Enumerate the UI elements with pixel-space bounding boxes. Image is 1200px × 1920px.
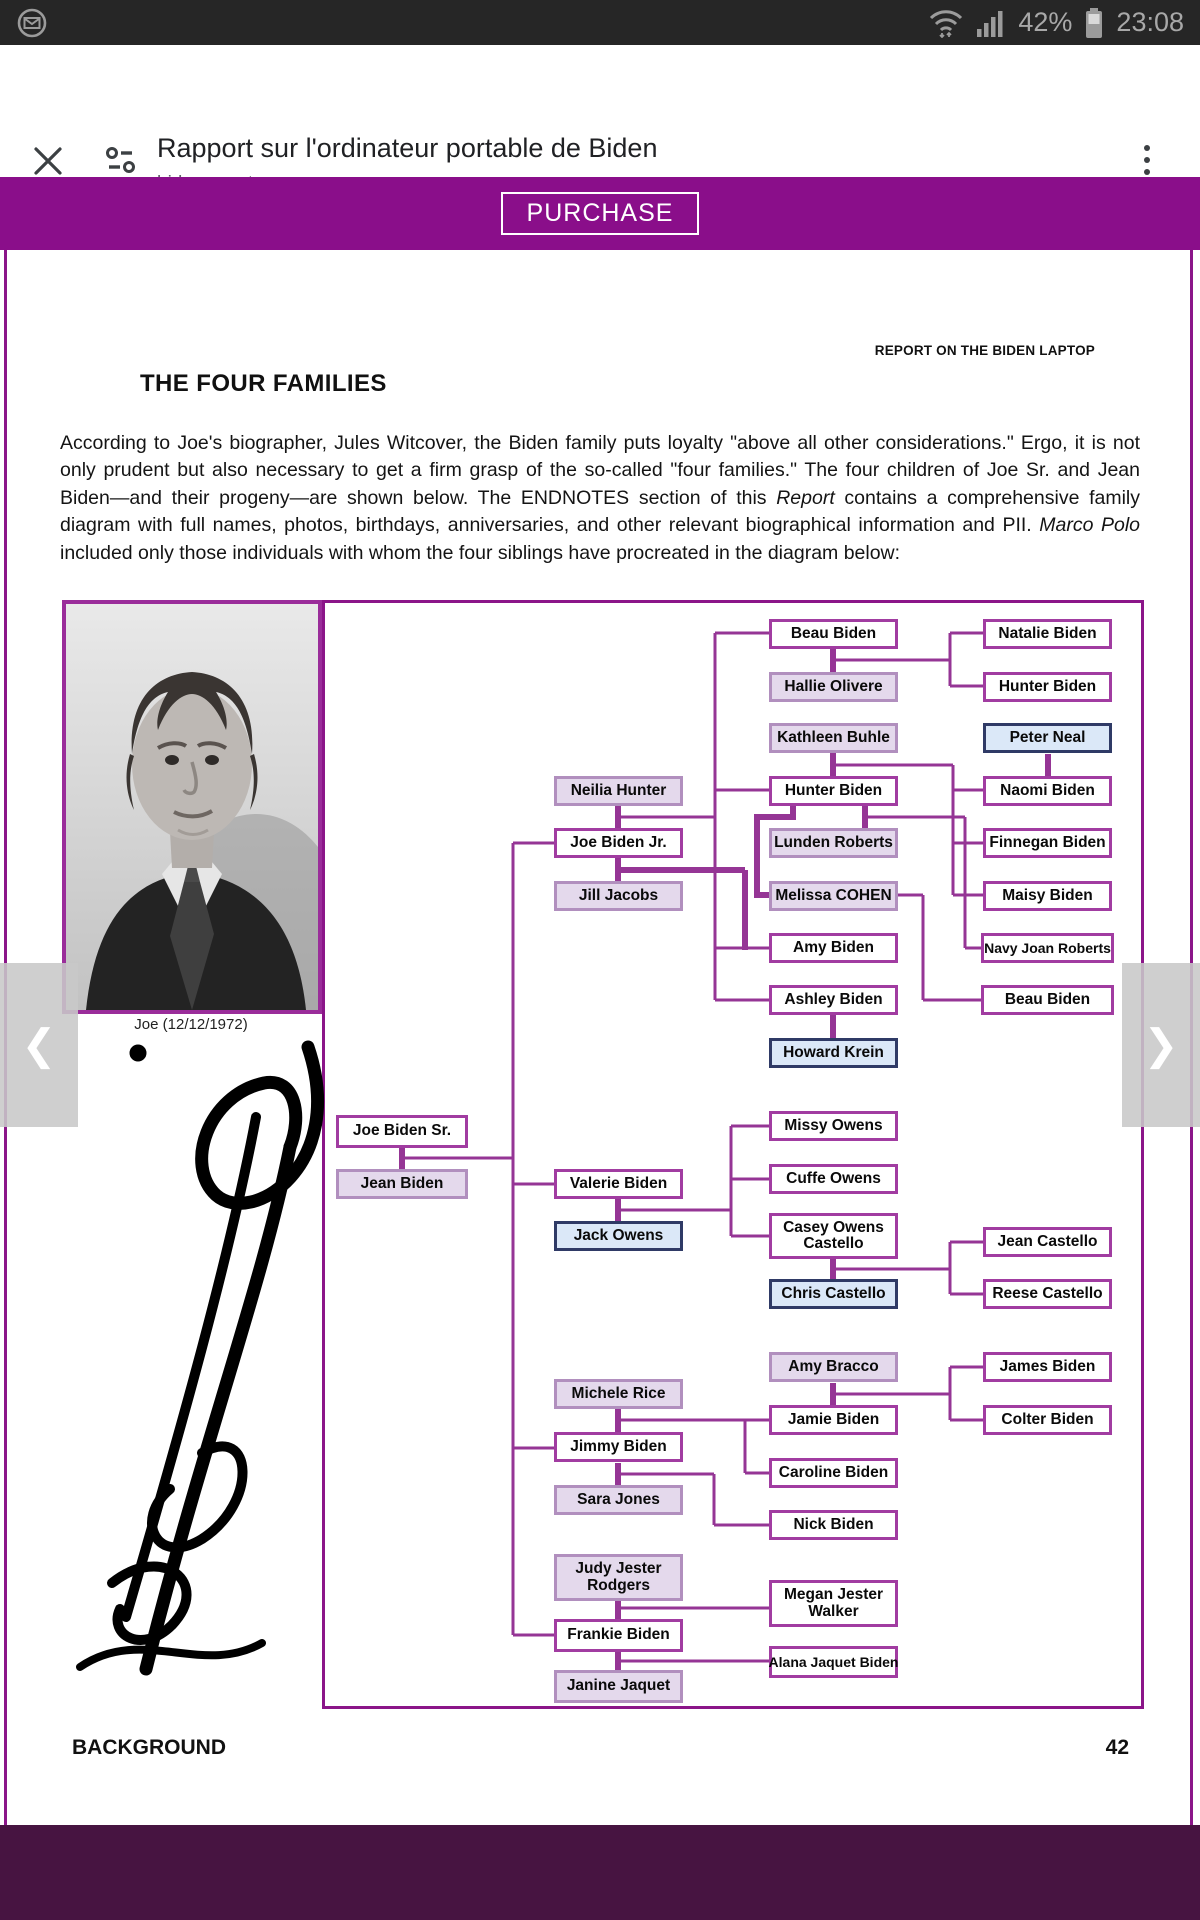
tree-node: Beau Biden	[769, 619, 898, 649]
tree-node: Navy Joan Roberts	[981, 933, 1114, 963]
tree-node: Neilia Hunter	[554, 776, 683, 806]
tree-node: Megan Jester Walker	[769, 1580, 898, 1627]
photo-caption: Joe (12/12/1972)	[134, 1016, 248, 1033]
paragraph-text: included only those individuals with whom the four siblings have procreated in the diagram below:	[60, 541, 901, 564]
portrait-placeholder	[66, 604, 318, 1010]
footer-section-label: BACKGROUND	[72, 1736, 226, 1759]
prev-page-button[interactable]	[0, 963, 78, 1127]
family-tree-diagram	[322, 600, 1144, 1709]
tree-node: Colter Biden	[983, 1405, 1112, 1435]
tree-node: Janine Jaquet	[554, 1670, 683, 1703]
next-page-button[interactable]	[1122, 963, 1200, 1127]
clock: 23:08	[1116, 7, 1184, 37]
body-paragraph	[60, 430, 1140, 567]
tree-node: Amy Biden	[769, 933, 898, 963]
tree-node: Jack Owens	[554, 1221, 683, 1251]
tree-node: Alana Jaquet Biden	[769, 1646, 898, 1678]
paragraph-text: contains a comprehensive family diagram with full names, photos, birthdays, anniversaries, and other relevant biographical information and PII.	[60, 486, 1140, 537]
tree-node: Frankie Biden	[554, 1619, 683, 1652]
page-number: 42	[1105, 1736, 1129, 1759]
tree-node: Amy Bracco	[769, 1352, 898, 1382]
joe-biden-signature	[50, 1025, 350, 1705]
purchase-banner	[0, 177, 1200, 250]
overflow-menu-icon[interactable]	[1138, 139, 1156, 181]
tree-node: Reese Castello	[983, 1279, 1112, 1309]
report-corner-label: REPORT ON THE BIDEN LAPTOP	[874, 343, 1095, 358]
italic-marco-polo: Marco Polo	[1039, 514, 1140, 537]
tree-node: Lunden Roberts	[769, 828, 898, 858]
tree-node: Chris Castello	[769, 1279, 898, 1309]
tree-node: Peter Neal	[983, 723, 1112, 753]
tree-node: Howard Krein	[769, 1038, 898, 1068]
battery-percent: 42%	[1018, 7, 1073, 37]
tree-node: Finnegan Biden	[983, 828, 1112, 858]
paragraph-text: According to Joe's biographer, Jules Witcover, the Biden family puts loyalty "above all other considerations." Ergo, it is not only prudent but also necessary to get a firm grasp of the so-called "four families." The four children of Joe Sr. and Jean Biden—and their progeny—are shown below. The ENDNOTES section of this	[60, 432, 1140, 509]
tree-node: Jean Castello	[983, 1227, 1112, 1257]
wifi-icon	[928, 8, 964, 38]
tree-node: Hunter Biden	[983, 672, 1112, 702]
purchase-button[interactable]: PURCHASE	[501, 192, 700, 235]
tree-node: Missy Owens	[769, 1111, 898, 1141]
tree-node: Maisy Biden	[983, 881, 1112, 911]
signal-bars-icon	[976, 9, 1006, 37]
tree-node: Ashley Biden	[769, 985, 898, 1015]
tree-node: Nick Biden	[769, 1510, 898, 1540]
tree-node: Naomi Biden	[983, 776, 1112, 806]
tree-node: Joe Biden Sr.	[336, 1115, 468, 1148]
envelope-notification-icon	[16, 7, 48, 39]
tree-node: Joe Biden Jr.	[554, 828, 683, 858]
bottom-purple-band	[0, 1825, 1200, 1920]
tree-node: Michele Rice	[554, 1379, 683, 1409]
tree-connector-lines	[325, 603, 1147, 1712]
tree-node: Jamie Biden	[769, 1405, 898, 1435]
close-icon[interactable]	[30, 143, 66, 179]
page-title: Rapport sur l'ordinateur portable de Biden	[157, 133, 658, 163]
tree-node: Jimmy Biden	[554, 1432, 683, 1462]
tree-node: Cuffe Owens	[769, 1164, 898, 1194]
battery-icon	[1084, 7, 1104, 39]
tree-node: Natalie Biden	[983, 619, 1112, 649]
tune-icon	[104, 145, 138, 175]
italic-report: Report	[776, 486, 835, 509]
custom-tab-header	[0, 45, 1200, 177]
section-heading: THE FOUR FAMILIES	[140, 370, 387, 397]
status-bar	[0, 0, 1200, 45]
tree-node: Melissa COHEN	[769, 881, 898, 911]
tree-node: Caroline Biden	[769, 1458, 898, 1488]
tree-node: Judy Jester Rodgers	[554, 1554, 683, 1601]
tree-node: Casey Owens Castello	[769, 1213, 898, 1259]
tree-node: Kathleen Buhle	[769, 723, 898, 753]
chevron-right-icon: ❯	[1143, 1021, 1179, 1068]
tree-node: Jean Biden	[336, 1169, 468, 1199]
tree-node: Valerie Biden	[554, 1169, 683, 1199]
tree-node: Jill Jacobs	[554, 881, 683, 911]
chevron-left-icon: ❮	[21, 1021, 57, 1068]
tree-node: Beau Biden	[981, 985, 1114, 1015]
tree-node: Sara Jones	[554, 1485, 683, 1515]
tree-node: Hunter Biden	[769, 776, 898, 806]
joe-biden-photo	[62, 600, 322, 1014]
tree-node: Hallie Olivere	[769, 672, 898, 702]
tree-node: James Biden	[983, 1352, 1112, 1382]
